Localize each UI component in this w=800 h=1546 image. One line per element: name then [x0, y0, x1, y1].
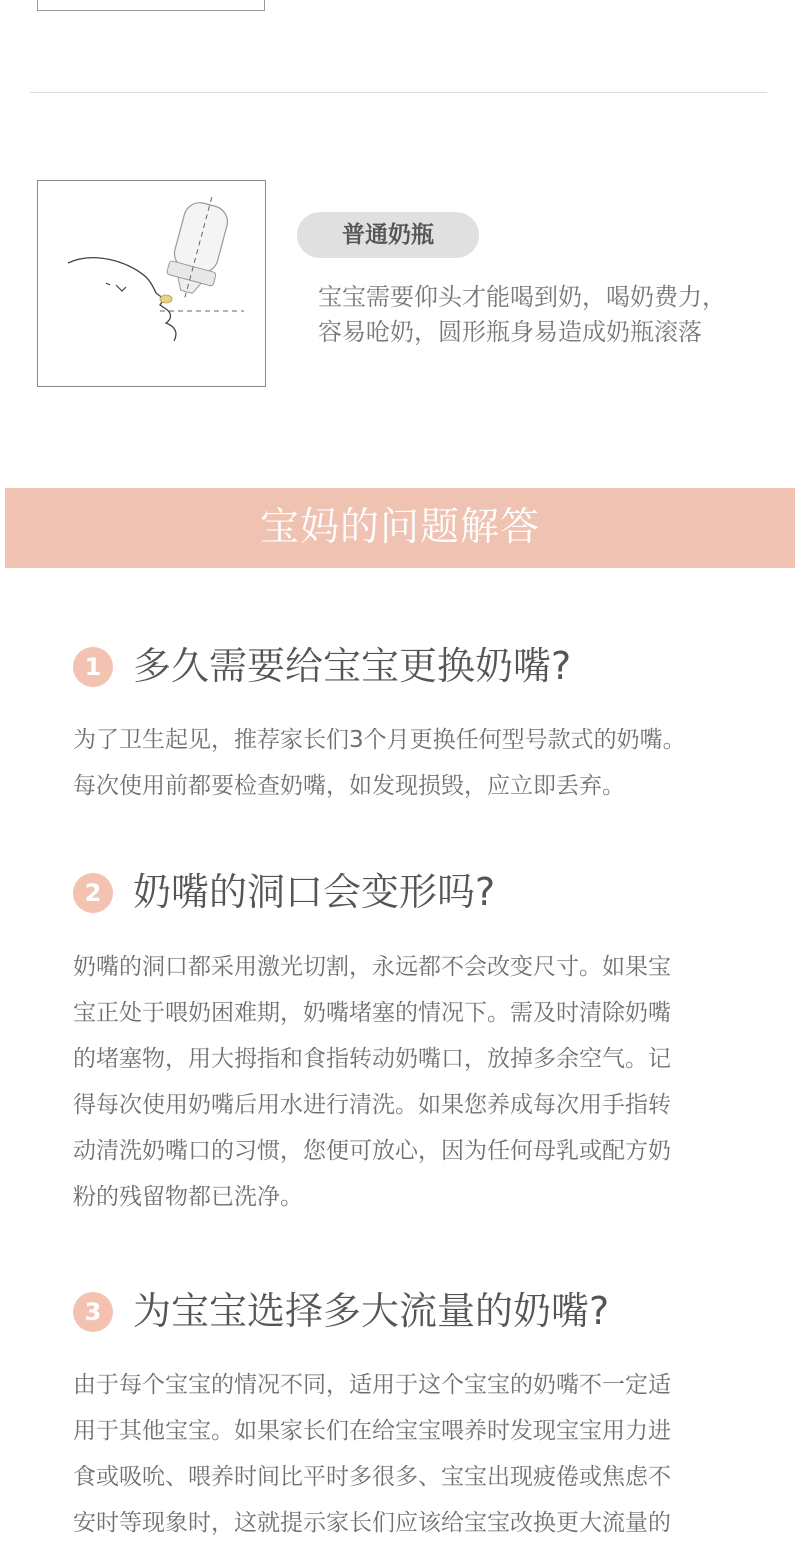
- faq-answer: [73, 944, 743, 1220]
- faq-question: 多久需要给宝宝更换奶嘴?: [133, 644, 572, 688]
- description-line: 宝宝需要仰头才能喝到奶，喝奶费力，: [318, 283, 726, 311]
- answer-line: 宝正处于喂奶困难期，奶嘴堵塞的情况下。需及时清除奶嘴: [73, 1000, 671, 1026]
- faq-question: 奶嘴的洞口会变形吗?: [133, 870, 496, 914]
- faq-number-badge: 1: [73, 647, 113, 687]
- faq-question: 为宝宝选择多大流量的奶嘴?: [133, 1289, 610, 1333]
- answer-line: 用于其他宝宝。如果家长们在给宝宝喂养时发现宝宝用力进: [73, 1418, 671, 1444]
- baby-bottle-illustration: [37, 180, 266, 387]
- answer-line: 由于每个宝宝的情况不同，适用于这个宝宝的奶嘴不一定适: [73, 1372, 671, 1398]
- answer-line: 得每次使用奶嘴后用水进行清洗。如果您养成每次用手指转: [73, 1092, 671, 1118]
- answer-line: 安时等现象时，这就提示家长们应该给宝宝改换更大流量的: [73, 1510, 671, 1536]
- faq-number-badge: 2: [73, 873, 113, 913]
- faq-answer: [73, 1362, 743, 1546]
- answer-line: 粉的残留物都已洗净。: [73, 1184, 303, 1210]
- answer-line: 的堵塞物，用大拇指和食指转动奶嘴口，放掉多余空气。记: [73, 1046, 671, 1072]
- faq-number-badge: 3: [73, 1292, 113, 1332]
- answer-line: 奶嘴的洞口都采用激光切割，永远都不会改变尺寸。如果宝: [73, 954, 671, 980]
- answer-line: 动清洗奶嘴口的习惯，您便可放心，因为任何母乳或配方奶: [73, 1138, 671, 1164]
- description-line: 容易呛奶，圆形瓶身易造成奶瓶滚落: [318, 318, 702, 346]
- answer-line: 每次使用前都要检查奶嘴，如发现损毁，应立即丢弃。: [73, 773, 625, 799]
- faq-section-banner: 宝妈的问题解答: [5, 488, 795, 568]
- bottle-type-description: [318, 280, 768, 350]
- answer-line: 食或吸吮、喂养时间比平时多很多、宝宝出现疲倦或焦虑不: [73, 1464, 671, 1490]
- section-divider: [30, 92, 767, 93]
- bottle-type-tag: 普通奶瓶: [297, 212, 479, 258]
- previous-illustration-frame: [37, 0, 265, 11]
- answer-line: 为了卫生起见，推荐家长们3个月更换任何型号款式的奶嘴。: [73, 727, 686, 753]
- faq-answer: [73, 717, 743, 809]
